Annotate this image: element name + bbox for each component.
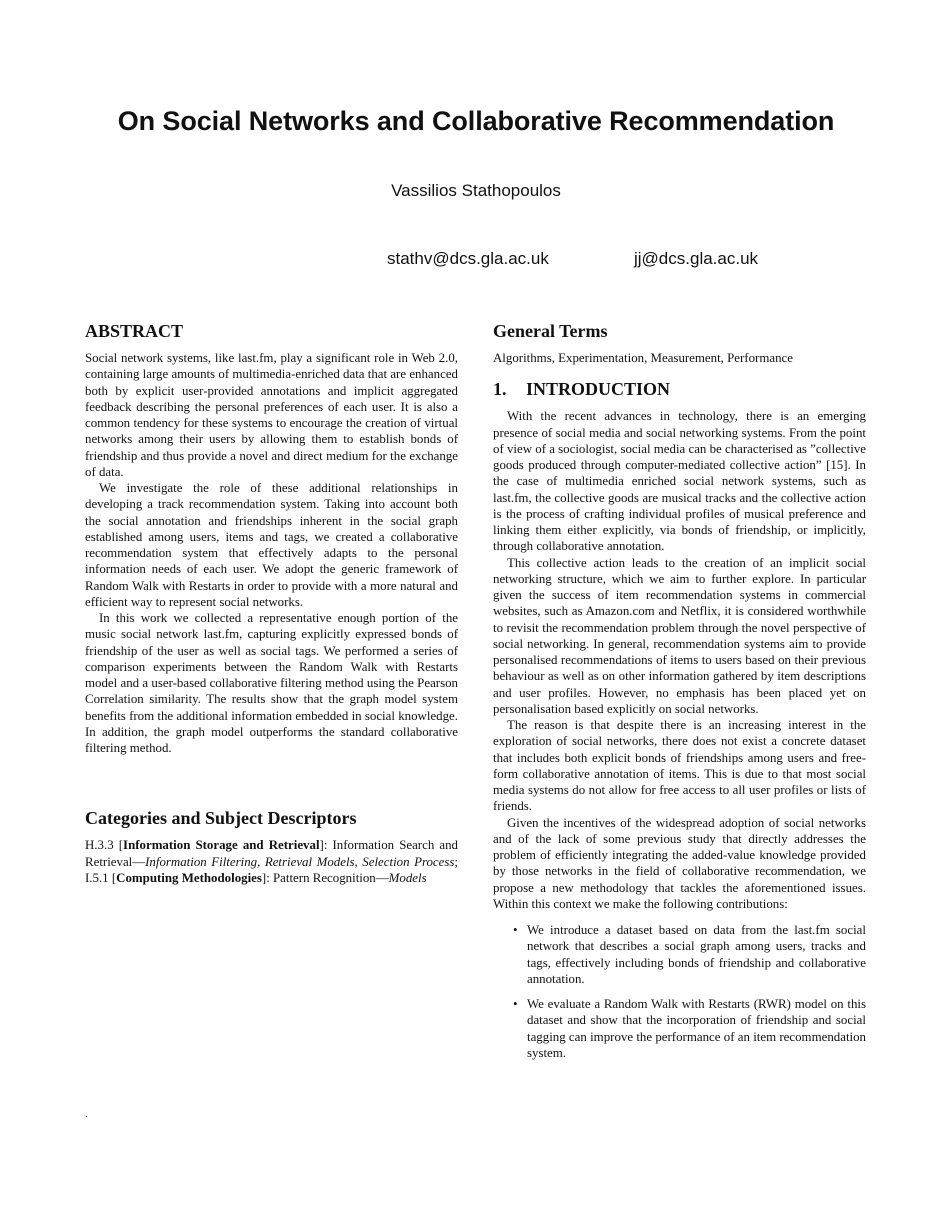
intro-paragraph: The reason is that despite there is an increasing interest in the exploration of social networks, there does not exist a concrete dataset that includes both explicit bonds of friendships among users and free-form collaborative annotation of items. This is due to that most social media systems do not allow for free access to all user profiles or lists of friends.: [493, 718, 866, 814]
category-text: ]: Information Search and Retrieval—: [85, 838, 458, 869]
section-number: 1.: [493, 379, 507, 400]
contributions-list: [493, 922, 866, 1061]
author-name: Vassilios Stathopoulos: [391, 181, 561, 200]
categories-heading: Categories and Subject Descriptors: [85, 808, 357, 829]
intro-paragraph: Given the incentives of the widespread adoption of social networks and of the lack of some previous study that directly addresses the problem of efficiently integrating the added-value knowledge provided by those networks in the field of collaborative recommendation, we propose a new methodology that tackles the aforementioned issues. Within this context we make the following contributions:: [493, 815, 866, 911]
left-column: [85, 318, 458, 886]
paper-title: On Social Networks and Collaborative Recommendation: [117, 106, 835, 136]
abstract-paragraph: In this work we collected a representative enough portion of the music social network last.fm, capturing explicitly expressed bonds of friendship of the user as well as social tags. We performed a series of comparison experiments between the Random Walk with Restarts model and a user-based collaborative filtering method using the Pearson Correlation similarity. The results show that the graph model system benefits from the additional information embedded in social knowledge. In addition, the graph model outperforms the standard collaborative filtering method.: [85, 611, 458, 755]
general-terms-text: Algorithms, Experimentation, Measurement, Performance: [493, 351, 793, 365]
list-item: • We introduce a dataset based on data from the last.fm social network that describes a social graph among users, tracks and tags, effectively including bonds of friendship and collaborative annotation.: [527, 922, 866, 987]
category-text: ; I.5.1 [: [85, 854, 458, 885]
category-italic: Information Filtering, Retrieval Models, Selection Process: [145, 854, 455, 869]
category-bold: Information Storage and Retrieval: [123, 838, 320, 853]
abstract-heading: ABSTRACT: [85, 321, 184, 341]
section-title: INTRODUCTION: [526, 379, 671, 400]
abstract-paragraph: Social network systems, like last.fm, play a significant role in Web 2.0, containing large amounts of multimedia-enriched data that are enhanced both by explicit user-provided annotations and implicit aggregated feedback describing the personal preferences of each user. It is also a common tendency for these systems to encourage the creation of virtual networks among their users by allowing them to establish bonds of friendship and thus provide a novel and direct medium for the exchange of data.: [85, 351, 458, 479]
general-terms-heading: General Terms: [493, 321, 608, 341]
intro-paragraph: With the recent advances in technology, there is an emerging presence of social media and social networking systems. From the point of view of a sociologist, social media can be characterised as ”collective goods produced through computer-mediated collective action” [15]. In the case of multimedia enriched social network systems, such as last.fm, the collective goods are musical tracks and the collective action is the process of crafting individual profiles of musical preference and linking them either explicitly, via bonds of friendship, or implicitly, through collaborative annotation.: [493, 409, 866, 554]
category-text: ]: Pattern Recognition—: [261, 870, 389, 885]
list-item: • We evaluate a Random Walk with Restarts (RWR) model on this dataset and show that the incorporation of friendship and social tagging can improve the performance of an item recommendation system.: [527, 996, 866, 1061]
abstract-paragraph: We investigate the role of these additional relationships in developing a track recommendation system. Taking into account both the social annotation and friendships inherent in the social graph established among users, items and tags, we created a collaborative recommendation system that effectively adapts to the personal information needs of each user. We adopt the generic framework of Random Walk with Restarts in order to provide with a more natural and efficient way to represent social networks.: [85, 481, 458, 609]
category-italic: Models: [388, 870, 427, 885]
footer-mark: .: [85, 1106, 88, 1120]
author-email-2: jj@dcs.gla.ac.uk: [634, 249, 759, 268]
category-code: H.3.3 [: [85, 838, 124, 853]
categories-text: [85, 837, 458, 886]
introduction-heading: [493, 376, 866, 402]
intro-paragraph: This collective action leads to the creation of an implicit social networking structure, which we aim to further explore. In particular given the success of item recommendation systems in commercial websites, such as Amazon.com and Netflix, it is considered worthwhile to revisit the recommendation problem through the novel perspective of social networking. In general, recommendation systems aim to provide personalised recommendations of items to users based on their previous behaviour as well as on other information gathered by item descriptions and user profiles. However, no emphasis has been placed yet on personalisation based explicitly on social networks.: [493, 555, 866, 716]
category-bold: Computing Methodologies: [116, 870, 262, 885]
right-column: [493, 318, 866, 1070]
author-email-1: stathv@dcs.gla.ac.uk: [387, 249, 549, 268]
